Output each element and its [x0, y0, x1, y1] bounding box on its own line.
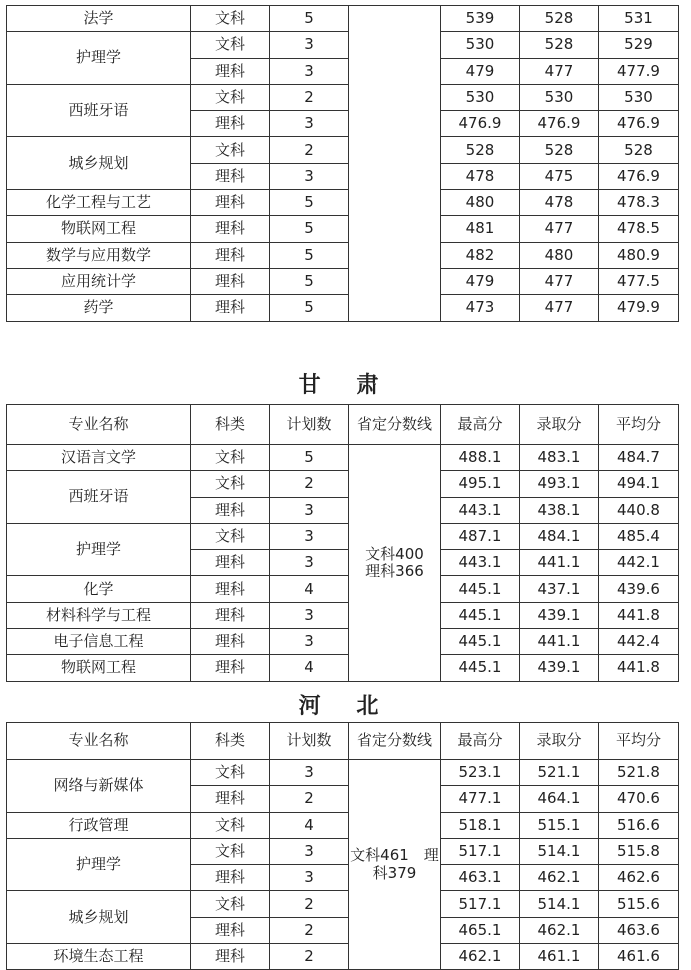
- major-cell: 城乡规划: [7, 137, 191, 190]
- admit-score-cell: 475: [520, 163, 599, 189]
- plan-cell: 3: [270, 497, 349, 523]
- plan-cell: 3: [270, 111, 349, 137]
- major-cell: 应用统计学: [7, 268, 191, 294]
- avg-score-cell: 477.5: [599, 268, 679, 294]
- admit-score-cell: 477: [520, 268, 599, 294]
- category-cell: 理科: [191, 497, 270, 523]
- table-row: [7, 242, 679, 268]
- header-category: 科类: [191, 405, 270, 445]
- major-cell: 材料科学与工程: [7, 602, 191, 628]
- category-cell: 理科: [191, 917, 270, 943]
- plan-cell: 2: [270, 917, 349, 943]
- major-cell: 护理学: [7, 838, 191, 891]
- admit-score-cell: 521.1: [520, 760, 599, 786]
- avg-score-cell: 476.9: [599, 163, 679, 189]
- admit-score-cell: 464.1: [520, 786, 599, 812]
- avg-score-cell: 476.9: [599, 111, 679, 137]
- header-avg: 平均分: [599, 723, 679, 760]
- max-score-cell: 530: [441, 32, 520, 58]
- score-table-hebei: [6, 722, 679, 970]
- header-admit: 录取分: [520, 405, 599, 445]
- avg-score-cell: 477.9: [599, 58, 679, 84]
- max-score-cell: 473: [441, 295, 520, 321]
- category-cell: 文科: [191, 137, 270, 163]
- max-score-cell: 517.1: [441, 838, 520, 864]
- header-major: 专业名称: [7, 405, 191, 445]
- avg-score-cell: 515.8: [599, 838, 679, 864]
- major-cell: 护理学: [7, 32, 191, 85]
- max-score-cell: 477.1: [441, 786, 520, 812]
- table-row: [7, 655, 679, 681]
- max-score-cell: 487.1: [441, 523, 520, 549]
- category-cell: 理科: [191, 944, 270, 970]
- plan-cell: 5: [270, 445, 349, 471]
- category-cell: 理科: [191, 268, 270, 294]
- plan-cell: 2: [270, 471, 349, 497]
- admit-score-cell: 462.1: [520, 865, 599, 891]
- table-row: [7, 268, 679, 294]
- category-cell: 文科: [191, 760, 270, 786]
- admit-score-cell: 476.9: [520, 111, 599, 137]
- avg-score-cell: 440.8: [599, 497, 679, 523]
- table-row: [7, 523, 679, 549]
- category-cell: 理科: [191, 111, 270, 137]
- major-cell: 物联网工程: [7, 655, 191, 681]
- major-cell: 化学工程与工艺: [7, 190, 191, 216]
- category-cell: 理科: [191, 602, 270, 628]
- max-score-cell: 443.1: [441, 497, 520, 523]
- section-title-hebei: 河 北: [298, 694, 393, 719]
- table-row: [7, 84, 679, 110]
- header-cutoff: 省定分数线: [349, 405, 441, 445]
- header-major: 专业名称: [7, 723, 191, 760]
- max-score-cell: 476.9: [441, 111, 520, 137]
- avg-score-cell: 529: [599, 32, 679, 58]
- avg-score-cell: 494.1: [599, 471, 679, 497]
- category-cell: 理科: [191, 242, 270, 268]
- admit-score-cell: 438.1: [520, 497, 599, 523]
- plan-cell: 5: [270, 268, 349, 294]
- major-cell: 护理学: [7, 523, 191, 576]
- admit-score-cell: 439.1: [520, 655, 599, 681]
- avg-score-cell: 480.9: [599, 242, 679, 268]
- category-cell: 理科: [191, 550, 270, 576]
- admit-score-cell: 515.1: [520, 812, 599, 838]
- table-row: [7, 760, 679, 786]
- avg-score-cell: 478.3: [599, 190, 679, 216]
- max-score-cell: 445.1: [441, 629, 520, 655]
- avg-score-cell: 470.6: [599, 786, 679, 812]
- admit-score-cell: 478: [520, 190, 599, 216]
- category-cell: 理科: [191, 629, 270, 655]
- table-row: [7, 216, 679, 242]
- max-score-cell: 539: [441, 6, 520, 32]
- avg-score-cell: 484.7: [599, 445, 679, 471]
- table-row: [7, 190, 679, 216]
- avg-score-cell: 485.4: [599, 523, 679, 549]
- plan-cell: 5: [270, 6, 349, 32]
- plan-cell: 3: [270, 58, 349, 84]
- admit-score-cell: 477: [520, 58, 599, 84]
- avg-score-cell: 478.5: [599, 216, 679, 242]
- max-score-cell: 465.1: [441, 917, 520, 943]
- major-cell: 电子信息工程: [7, 629, 191, 655]
- max-score-cell: 445.1: [441, 655, 520, 681]
- plan-cell: 4: [270, 812, 349, 838]
- table-row: [7, 944, 679, 970]
- admit-score-cell: 477: [520, 216, 599, 242]
- plan-cell: 5: [270, 295, 349, 321]
- max-score-cell: 482: [441, 242, 520, 268]
- cutoff-score-cell: [349, 760, 441, 970]
- admit-score-cell: 462.1: [520, 917, 599, 943]
- table-row: [7, 602, 679, 628]
- cutoff-line: 理科366: [365, 561, 424, 580]
- header-max: 最高分: [441, 723, 520, 760]
- max-score-cell: 462.1: [441, 944, 520, 970]
- plan-cell: 3: [270, 760, 349, 786]
- category-cell: 理科: [191, 190, 270, 216]
- table-row: [7, 812, 679, 838]
- plan-cell: 3: [270, 865, 349, 891]
- admit-score-cell: 477: [520, 295, 599, 321]
- category-cell: 文科: [191, 445, 270, 471]
- plan-cell: 4: [270, 655, 349, 681]
- admit-score-cell: 480: [520, 242, 599, 268]
- max-score-cell: 523.1: [441, 760, 520, 786]
- admit-score-cell: 530: [520, 84, 599, 110]
- table-row: [7, 295, 679, 321]
- major-cell: 环境生态工程: [7, 944, 191, 970]
- avg-score-cell: 530: [599, 84, 679, 110]
- admit-score-cell: 528: [520, 137, 599, 163]
- plan-cell: 3: [270, 838, 349, 864]
- major-cell: 汉语言文学: [7, 445, 191, 471]
- avg-score-cell: 439.6: [599, 576, 679, 602]
- category-cell: 文科: [191, 471, 270, 497]
- category-cell: 理科: [191, 295, 270, 321]
- category-cell: 文科: [191, 523, 270, 549]
- category-cell: 理科: [191, 655, 270, 681]
- avg-score-cell: 463.6: [599, 917, 679, 943]
- major-cell: 物联网工程: [7, 216, 191, 242]
- score-table-gansu: [6, 404, 679, 682]
- admit-score-cell: 528: [520, 32, 599, 58]
- category-cell: 文科: [191, 891, 270, 917]
- admit-score-cell: 439.1: [520, 602, 599, 628]
- max-score-cell: 481: [441, 216, 520, 242]
- max-score-cell: 478: [441, 163, 520, 189]
- major-cell: 西班牙语: [7, 471, 191, 524]
- category-cell: 理科: [191, 163, 270, 189]
- max-score-cell: 463.1: [441, 865, 520, 891]
- header-plan: 计划数: [270, 723, 349, 760]
- admit-score-cell: 514.1: [520, 838, 599, 864]
- category-cell: 理科: [191, 576, 270, 602]
- category-cell: 理科: [191, 216, 270, 242]
- cutoff-line: 文科461 理: [350, 846, 439, 865]
- score-table-continued: [6, 5, 679, 322]
- major-cell: 化学: [7, 576, 191, 602]
- table-header-row: [7, 723, 679, 760]
- plan-cell: 3: [270, 602, 349, 628]
- category-cell: 文科: [191, 84, 270, 110]
- table-row: [7, 6, 679, 32]
- header-category: 科类: [191, 723, 270, 760]
- avg-score-cell: 516.6: [599, 812, 679, 838]
- avg-score-cell: 442.4: [599, 629, 679, 655]
- plan-cell: 5: [270, 242, 349, 268]
- plan-cell: 2: [270, 84, 349, 110]
- plan-cell: 2: [270, 137, 349, 163]
- major-cell: 城乡规划: [7, 891, 191, 944]
- plan-cell: 4: [270, 576, 349, 602]
- avg-score-cell: 462.6: [599, 865, 679, 891]
- cutoff-score-cell: [349, 6, 441, 322]
- plan-cell: 3: [270, 629, 349, 655]
- avg-score-cell: 442.1: [599, 550, 679, 576]
- table-row: [7, 471, 679, 497]
- header-avg: 平均分: [599, 405, 679, 445]
- plan-cell: 3: [270, 523, 349, 549]
- plan-cell: 2: [270, 891, 349, 917]
- admit-score-cell: 437.1: [520, 576, 599, 602]
- admit-score-cell: 461.1: [520, 944, 599, 970]
- max-score-cell: 479: [441, 268, 520, 294]
- table-row: [7, 629, 679, 655]
- admit-score-cell: 484.1: [520, 523, 599, 549]
- major-cell: 数学与应用数学: [7, 242, 191, 268]
- admit-score-cell: 441.1: [520, 629, 599, 655]
- plan-cell: 5: [270, 216, 349, 242]
- plan-cell: 5: [270, 190, 349, 216]
- header-max: 最高分: [441, 405, 520, 445]
- plan-cell: 2: [270, 944, 349, 970]
- avg-score-cell: 521.8: [599, 760, 679, 786]
- table-row: [7, 445, 679, 471]
- cutoff-score-cell: [349, 445, 441, 682]
- major-cell: 法学: [7, 6, 191, 32]
- plan-cell: 2: [270, 786, 349, 812]
- admit-score-cell: 441.1: [520, 550, 599, 576]
- cutoff-line: 科379: [372, 863, 417, 882]
- table-row: [7, 32, 679, 58]
- max-score-cell: 480: [441, 190, 520, 216]
- plan-cell: 3: [270, 163, 349, 189]
- category-cell: 理科: [191, 58, 270, 84]
- max-score-cell: 445.1: [441, 576, 520, 602]
- header-plan: 计划数: [270, 405, 349, 445]
- max-score-cell: 443.1: [441, 550, 520, 576]
- max-score-cell: 517.1: [441, 891, 520, 917]
- avg-score-cell: 479.9: [599, 295, 679, 321]
- plan-cell: 3: [270, 550, 349, 576]
- table-row: [7, 891, 679, 917]
- major-cell: 网络与新媒体: [7, 760, 191, 813]
- max-score-cell: 479: [441, 58, 520, 84]
- max-score-cell: 530: [441, 84, 520, 110]
- admit-score-cell: 514.1: [520, 891, 599, 917]
- header-admit: 录取分: [520, 723, 599, 760]
- avg-score-cell: 441.8: [599, 655, 679, 681]
- avg-score-cell: 441.8: [599, 602, 679, 628]
- avg-score-cell: 515.6: [599, 891, 679, 917]
- table-row: [7, 838, 679, 864]
- admit-score-cell: 493.1: [520, 471, 599, 497]
- admit-score-cell: 483.1: [520, 445, 599, 471]
- category-cell: 理科: [191, 865, 270, 891]
- category-cell: 理科: [191, 786, 270, 812]
- cutoff-line: 文科400: [365, 544, 424, 563]
- major-cell: 药学: [7, 295, 191, 321]
- max-score-cell: 445.1: [441, 602, 520, 628]
- category-cell: 文科: [191, 32, 270, 58]
- avg-score-cell: 528: [599, 137, 679, 163]
- max-score-cell: 495.1: [441, 471, 520, 497]
- table-row: [7, 137, 679, 163]
- major-cell: 行政管理: [7, 812, 191, 838]
- category-cell: 文科: [191, 812, 270, 838]
- category-cell: 文科: [191, 838, 270, 864]
- avg-score-cell: 531: [599, 6, 679, 32]
- avg-score-cell: 461.6: [599, 944, 679, 970]
- admit-score-cell: 528: [520, 6, 599, 32]
- max-score-cell: 518.1: [441, 812, 520, 838]
- header-cutoff: 省定分数线: [349, 723, 441, 760]
- plan-cell: 3: [270, 32, 349, 58]
- max-score-cell: 488.1: [441, 445, 520, 471]
- category-cell: 文科: [191, 6, 270, 32]
- table-row: [7, 576, 679, 602]
- max-score-cell: 528: [441, 137, 520, 163]
- section-title-gansu: 甘 肃: [298, 373, 393, 398]
- major-cell: 西班牙语: [7, 84, 191, 137]
- table-header-row: [7, 405, 679, 445]
